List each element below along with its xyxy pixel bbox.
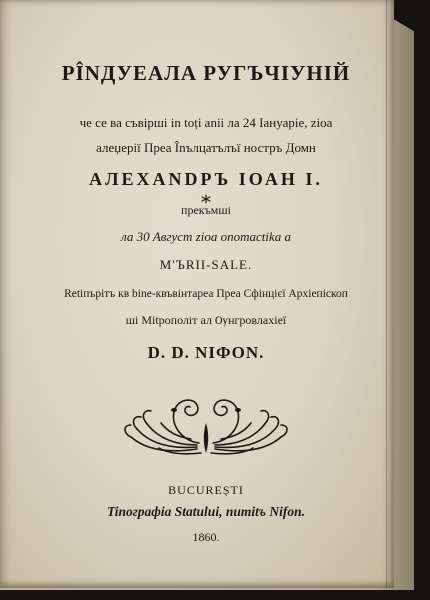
- imprint-city: BUCUREȘTI: [168, 483, 244, 497]
- conjunction-line: прекъмші: [181, 203, 231, 217]
- subtitle-line-1: че се ва съвірші in toți anii ла 24 Iaнуаріе, zioa: [79, 115, 333, 130]
- imprint-printer: Tinoграфiа Statului, numitъ Nifon.: [107, 504, 305, 519]
- imprint-year: 1860.: [192, 530, 220, 544]
- blessing-line-1: Retiпърітъ кв bine-квъвінтареа Преа Сфінцієї Архіепіскоп: [64, 288, 348, 300]
- swan-ornament-icon: [111, 393, 301, 455]
- feast-day-line: ла 30 Август zioa onomactika a: [121, 229, 291, 244]
- center-fleuron: [204, 423, 209, 453]
- swan-right: [211, 400, 287, 454]
- blessing-line-2: ші Mitрополіт ал Ѹнгровлахіеї: [125, 313, 287, 327]
- metropolitan-name: D. D. NIФON.: [147, 343, 265, 362]
- asterism-icon: [200, 191, 212, 201]
- subtitle-line-2: алеџерії Преа Înълцатълъї ностръ Домн: [96, 140, 316, 155]
- honorific-line: М'ЪRII-SALE.: [159, 257, 253, 272]
- ruler-name: АЛЕXANDРЪ IОАН I.: [89, 169, 323, 189]
- book-title: РÎNДУЕАЛА РУГЪЧІУНІЙ: [61, 61, 351, 85]
- swan-left: [125, 400, 201, 454]
